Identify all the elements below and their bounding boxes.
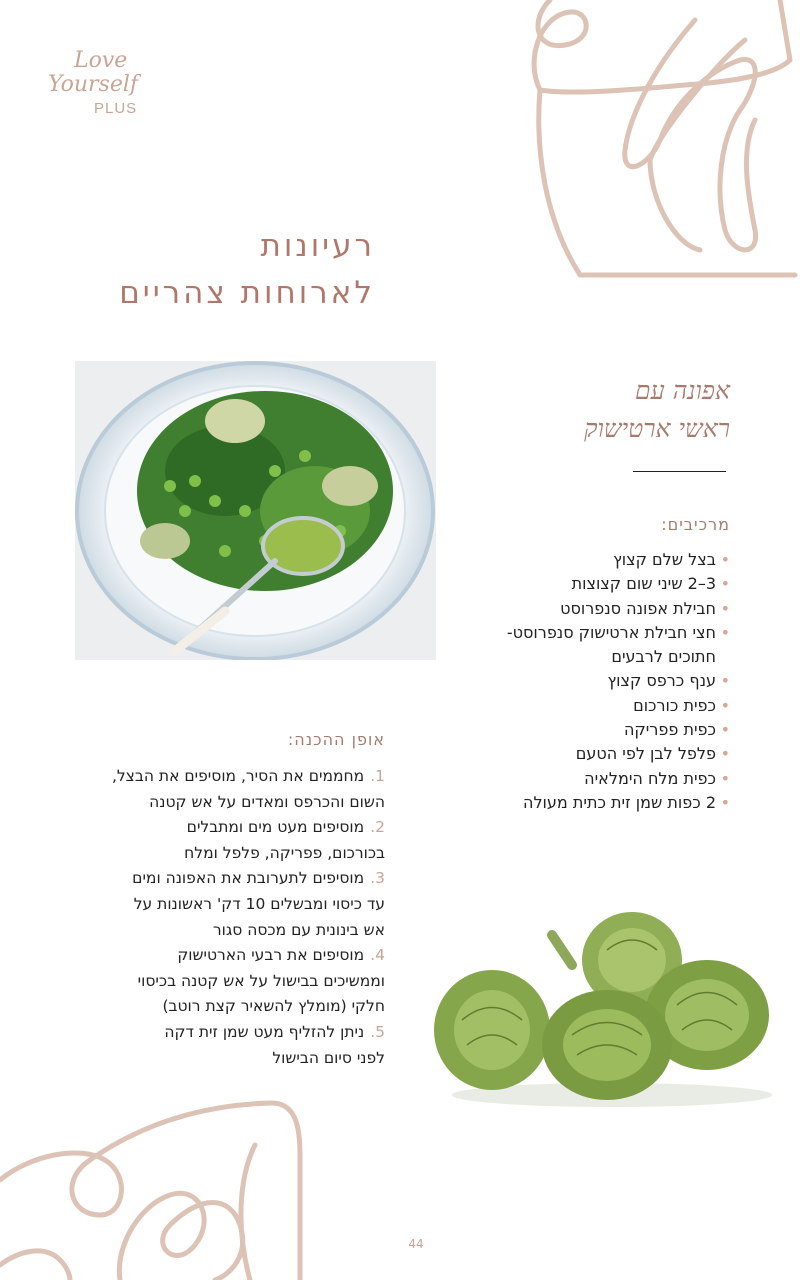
step-text: השום והכרפס ומאדים על אש קטנה — [149, 792, 385, 811]
logo-line-yourself: Yourself — [48, 72, 139, 97]
ingredient-item: • חצי חבילת ארטישוק סנפרוסט- — [490, 621, 730, 645]
step-text: וממשיכים בבישול על אש קטנה בכיסוי — [137, 971, 385, 990]
brand-logo — [48, 48, 158, 128]
ingredient-item: • 3–2 שיני שום קצוצות — [490, 572, 730, 596]
title-divider — [633, 471, 726, 472]
method-step-1-cont — [95, 790, 385, 816]
step-number: 1. — [370, 767, 385, 785]
recipe-title — [470, 372, 730, 448]
step-text: מוסיפים לתערובת את האפונה ומים — [132, 869, 365, 888]
ingredients-heading: מרכיבים: — [661, 515, 730, 534]
page-title-line-1: רעיונות — [260, 228, 375, 264]
artichokes-photo — [432, 905, 777, 1110]
step-text: אש בינונית עם מכסה סגור — [212, 920, 385, 939]
ingredient-item: • כפית מלח הימלאיה — [490, 767, 730, 791]
ingredients-list — [490, 548, 730, 815]
recipe-title-line-2: ראשי ארטישוק — [584, 414, 730, 443]
step-number: 3. — [370, 869, 385, 888]
step-text: לפני סיום הבישול — [272, 1048, 385, 1067]
method-step-3 — [95, 866, 385, 892]
step-text: מוסיפים מעט מים ומתבלים — [186, 818, 365, 837]
ingredient-item: • פלפל לבן לפי הטעם — [490, 742, 730, 766]
method-step-4-cont — [95, 994, 385, 1020]
decorative-line-top-right — [510, 0, 800, 290]
step-text: מוסיפים את רבעי הארטישוק — [177, 946, 365, 965]
ingredient-item: • בצל שלם קצוץ — [490, 548, 730, 572]
ingredient-item: • כפית כורכום — [490, 694, 730, 718]
method-step-4-cont — [95, 969, 385, 995]
method-step-4 — [95, 943, 385, 969]
page-number: 44 — [408, 1237, 424, 1251]
ingredient-item: • 2 כפות שמן זית כתית מעולה — [490, 791, 730, 815]
method-step-2-cont — [95, 841, 385, 867]
recipe-title-line-1: אפונה עם — [635, 376, 730, 405]
logo-line-plus: PLUS — [94, 100, 138, 117]
method-step-3-cont — [95, 892, 385, 918]
ingredient-item: • חבילת אפונה סנפרוסט — [490, 597, 730, 621]
step-number: 4. — [370, 946, 385, 965]
method-steps — [95, 764, 385, 1071]
step-text: עד כיסוי ומבשלים 10 דק' ראשונות על — [133, 894, 385, 913]
step-text: חלקי (מומלץ להשאיר קצת רוטב) — [162, 997, 385, 1016]
method-heading: אופן ההכנה: — [287, 730, 385, 749]
step-number: 5. — [370, 1022, 385, 1041]
step-number: 2. — [370, 818, 385, 837]
page-title-line-2: לארוחות צהריים — [119, 275, 375, 311]
method-step-5 — [95, 1020, 385, 1046]
step-text: ניתן להזליף מעט שמן זית דקה — [164, 1022, 365, 1041]
ingredient-item: • ענף כרפס קצוץ — [490, 669, 730, 693]
method-step-3-cont — [95, 918, 385, 944]
ingredient-item-continuation: חתוכים לרבעים — [611, 647, 716, 667]
method-step-5-cont — [95, 1046, 385, 1072]
logo-line-love: Love — [74, 48, 128, 73]
step-text: מחממים את הסיר, מוסיפים את הבצל, — [111, 767, 365, 785]
ingredient-item: • כפית פפריקה — [490, 718, 730, 742]
step-text: בכורכום, פפריקה, פלפל ומלח — [184, 843, 385, 862]
dish-photo — [75, 361, 436, 660]
method-step-1 — [95, 764, 385, 790]
method-step-2 — [95, 815, 385, 841]
